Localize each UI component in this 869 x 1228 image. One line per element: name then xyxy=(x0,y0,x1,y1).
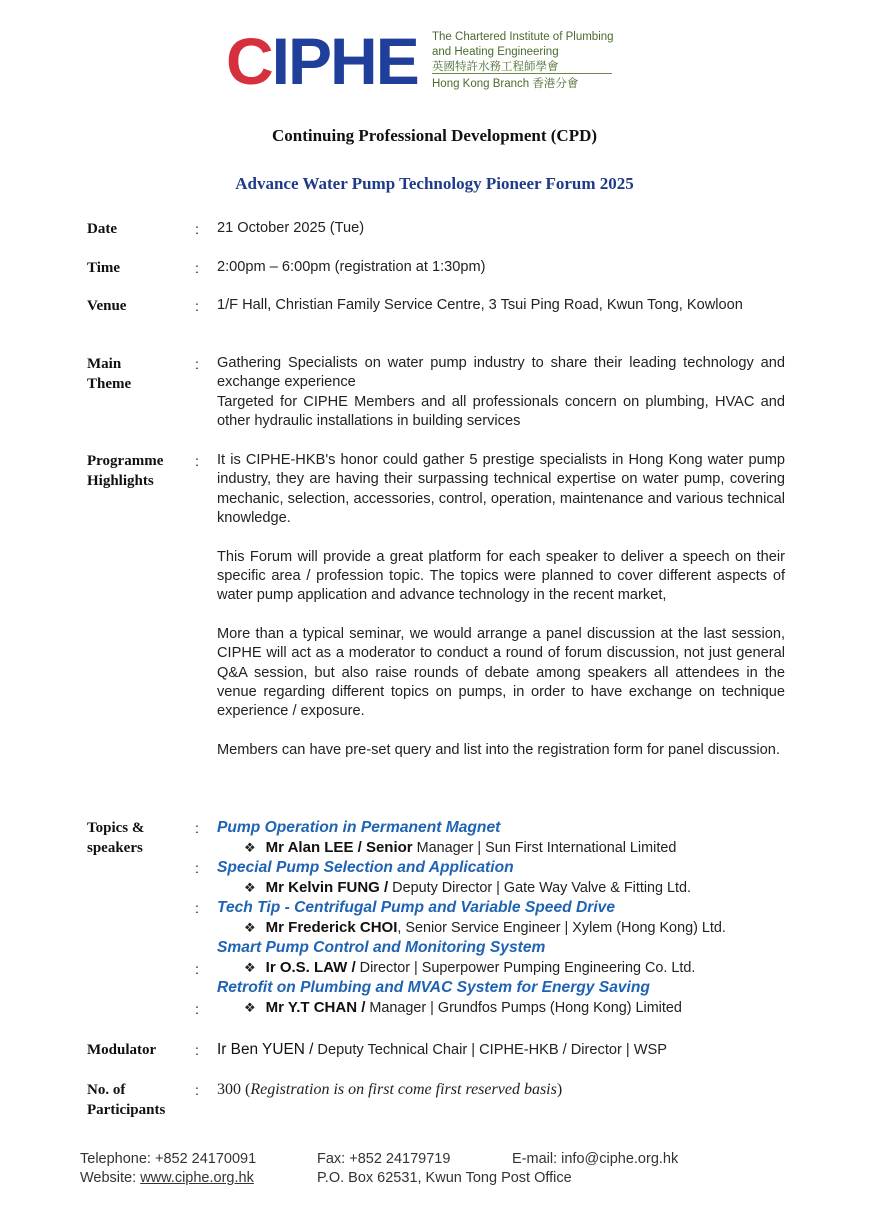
speaker-line xyxy=(244,878,691,898)
modulator-label: Modulator xyxy=(87,1042,157,1058)
ciphe-logo xyxy=(226,24,626,98)
forum-title: Advance Water Pump Technology Pioneer Forum 2025 xyxy=(235,174,634,193)
speaker-name: Mr Kelvin FUNG / xyxy=(265,879,389,896)
participants-label: No. of Participants xyxy=(87,1082,166,1118)
footer-fax: Fax: +852 24179719 xyxy=(317,1151,451,1167)
speaker-line xyxy=(244,958,695,978)
speaker-line xyxy=(244,998,682,1018)
highlights-paragraph: It is CIPHE-HKB's honor could gather 5 prestige specialists in Hong Kong water pump industry, they are having their surpassing technical expertise on water pump, covering mechanic, selection, accessories, control, operation, maintenance and various technical knowledge. xyxy=(217,452,785,527)
theme-label: Main Theme xyxy=(87,356,132,392)
modulator-value xyxy=(217,1040,785,1060)
colon: : xyxy=(195,1042,199,1058)
participants-value: 300 (Registration is on first come first reserved basis) xyxy=(217,1081,563,1098)
footer-website: Website: www.ciphe.org.hk xyxy=(80,1170,254,1186)
highlights-paragraph: This Forum will provide a great platform for each speaker to deliver a speech on their specific area / profession topic. The topics were planned to cover different aspects of water pump application and advance technology in the recent market, xyxy=(217,548,785,604)
speaker-name: Ir O.S. LAW / xyxy=(265,959,356,976)
colon: : xyxy=(195,900,199,916)
date-label: Date xyxy=(87,221,117,237)
colon: : xyxy=(195,298,199,314)
highlights-label: Programme Highlights xyxy=(87,453,164,489)
participants-note: Registration is on first come first reserved basis xyxy=(250,1081,557,1098)
topic-title: Special Pump Selection and Application xyxy=(217,859,514,876)
colon: : xyxy=(195,221,199,237)
diamond-bullet-icon: ❖ xyxy=(244,1000,256,1015)
topic-title: Pump Operation in Permanent Magnet xyxy=(217,819,501,836)
colon: : xyxy=(195,961,199,977)
logo-wordmark: CIPHE xyxy=(226,24,418,98)
logo-divider xyxy=(432,73,612,74)
footer-po-box: P.O. Box 62531, Kwun Tong Post Office xyxy=(317,1170,572,1186)
speaker-role: Deputy Director | Gate Way Valve & Fitting Ltd. xyxy=(388,880,692,896)
colon: : xyxy=(195,356,199,372)
speaker-role: Manager | Grundfos Pumps (Hong Kong) Limited xyxy=(365,1000,682,1016)
colon: : xyxy=(195,1001,199,1017)
footer-email[interactable]: E-mail: info@ciphe.org.hk xyxy=(512,1151,679,1167)
time-label: Time xyxy=(87,260,121,276)
highlights-value xyxy=(217,451,785,760)
footer-telephone: Telephone: +852 24170091 xyxy=(80,1151,257,1167)
topic-title: Retrofit on Plumbing and MVAC System for Energy Saving xyxy=(217,979,650,996)
speaker-role: Director | Superpower Pumping Engineering Co. Ltd. xyxy=(355,960,696,976)
logo-org-name: The Chartered Institute of Plumbing and Heating Engineering 英國特許水務工程師學會 xyxy=(432,31,614,73)
diamond-bullet-icon: ❖ xyxy=(244,920,256,935)
colon: : xyxy=(195,820,199,836)
topics-label: Topics & speakers xyxy=(87,820,145,856)
venue-value: 1/F Hall, Christian Family Service Centre, 3 Tsui Ping Road, Kwun Tong, Kowloon xyxy=(217,297,743,313)
theme-value: Gathering Specialists on water pump industry to share their leading technology and exchange experience Targeted for CIPHE Members and all professionals concern on plumbing, HVAC and other hydraulic installations in building services xyxy=(217,355,785,430)
logo-branch: Hong Kong Branch 香港分會 xyxy=(432,78,579,90)
speaker-name: Mr Alan LEE / Senior xyxy=(265,839,413,856)
time-value: 2:00pm – 6:00pm (registration at 1:30pm) xyxy=(217,259,486,275)
venue-label: Venue xyxy=(87,298,127,314)
diamond-bullet-icon: ❖ xyxy=(244,880,256,895)
colon: : xyxy=(195,453,199,469)
highlights-paragraph: Members can have pre-set query and list into the registration form for panel discussion. xyxy=(217,741,780,758)
date-value: 21 October 2025 (Tue) xyxy=(217,220,365,236)
topic-title: Smart Pump Control and Monitoring System xyxy=(217,939,546,956)
diamond-bullet-icon: ❖ xyxy=(244,960,256,975)
participants-count: 300 ( xyxy=(217,1081,251,1098)
speaker-role: , Senior Service Engineer | Xylem (Hong Kong) Ltd. xyxy=(397,920,726,936)
colon: : xyxy=(195,860,199,876)
modulator-role: Deputy Technical Chair | CIPHE-HKB / Director | WSP xyxy=(313,1042,667,1058)
colon: : xyxy=(195,1082,199,1098)
speaker-name: Mr Frederick CHOI xyxy=(265,919,398,936)
topics-row xyxy=(87,818,787,1018)
highlights-paragraph: More than a typical seminar, we would arrange a panel discussion at the last session, CIPHE will act as a moderator to conduct a round of forum discussion, not just general Q&A session, but also raise rounds of debate among speakers all attendees in the venue regarding different topics on pumps, in order to have exchange on technique experience / exposure. xyxy=(217,625,785,720)
document-title: Continuing Professional Development (CPD) xyxy=(271,126,598,145)
website-link[interactable]: www.ciphe.org.hk xyxy=(140,1170,254,1186)
speaker-name: Mr Y.T CHAN / xyxy=(265,999,366,1016)
speaker-role: Manager | Sun First International Limited xyxy=(412,840,677,856)
topic-title: Tech Tip - Centrifugal Pump and Variable Speed Drive xyxy=(217,899,616,916)
modulator-name: Ir Ben YUEN / xyxy=(217,1041,314,1058)
colon: : xyxy=(195,260,199,276)
diamond-bullet-icon: ❖ xyxy=(244,840,256,855)
speaker-line xyxy=(244,918,726,938)
speaker-line xyxy=(244,838,676,858)
